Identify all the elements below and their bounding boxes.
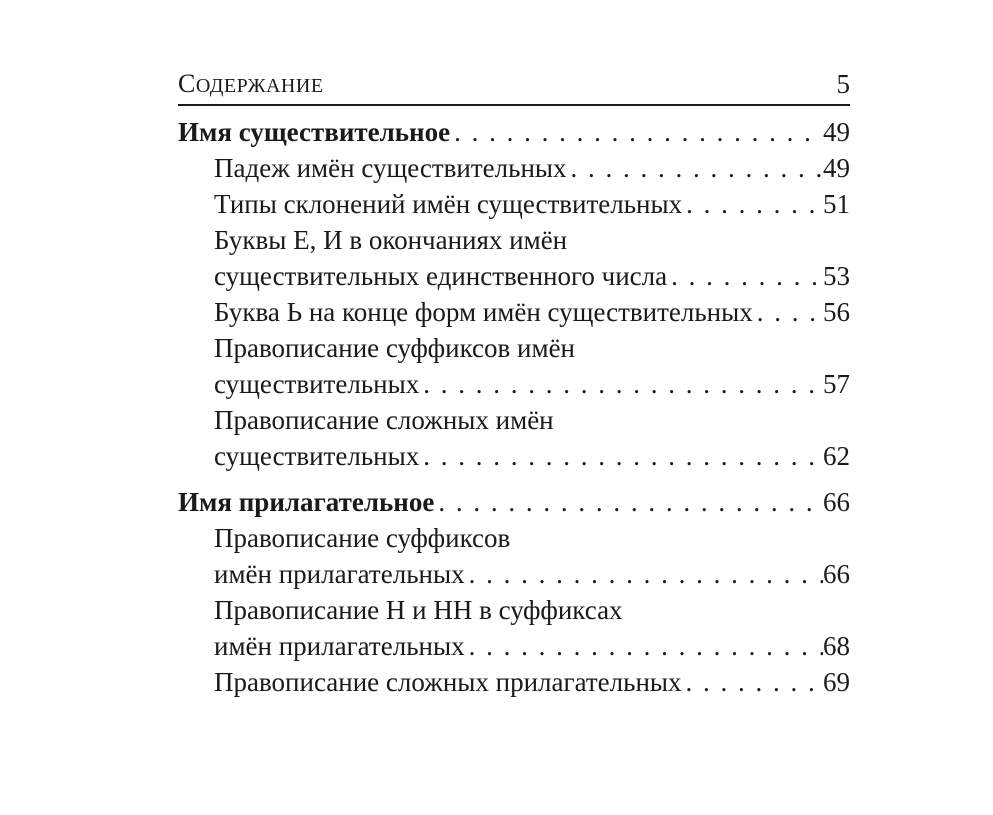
- toc-page-number: 49: [823, 117, 850, 147]
- toc-entry-title-cont: имён прилагательных: [214, 631, 465, 661]
- header-rule: [178, 104, 850, 106]
- dot-leader: [682, 664, 823, 700]
- toc-page-number: 51: [823, 189, 850, 219]
- toc-entry[interactable]: [178, 150, 850, 186]
- toc-entry-line2[interactable]: [178, 258, 850, 294]
- toc-page-number: 49: [823, 153, 850, 183]
- toc-entry-line2[interactable]: [178, 556, 850, 592]
- dot-leader: [667, 258, 823, 294]
- toc-entry-line2[interactable]: [178, 438, 850, 474]
- toc-entry-title: Правописание суффиксов: [214, 523, 511, 553]
- toc-page-number: 69: [823, 667, 850, 697]
- dot-leader: [419, 438, 823, 474]
- dot-leader: [434, 484, 823, 520]
- toc-entry-title-cont: имён прилагательных: [214, 559, 465, 589]
- section-gap: [178, 474, 850, 484]
- running-head-initial: С: [178, 69, 196, 98]
- toc-entry-title: Правописание суффиксов имён: [214, 333, 576, 363]
- toc-entry-line2[interactable]: [178, 366, 850, 402]
- table-of-contents: [178, 114, 850, 700]
- toc-entry-title-cont: существительных единственного числа: [214, 261, 668, 291]
- toc-entry-line1[interactable]: [178, 330, 850, 366]
- toc-entry[interactable]: [178, 664, 850, 700]
- toc-page-number: 57: [823, 369, 850, 399]
- toc-entry-title: Буква Ь на конце форм имён существительных: [214, 297, 753, 327]
- dot-leader: [465, 556, 823, 592]
- toc-entry-title: Правописание сложных имён: [214, 405, 554, 435]
- toc-section-title: Имя существительное: [178, 117, 451, 147]
- running-head: [178, 66, 324, 104]
- page-number: 5: [836, 69, 850, 99]
- toc-entry-line1[interactable]: [178, 520, 850, 556]
- dot-leader: [450, 114, 823, 150]
- dot-leader: [682, 186, 823, 222]
- toc-page-number: 62: [823, 441, 850, 471]
- toc-entry-title: Правописание сложных прилагательных: [214, 667, 682, 697]
- toc-entry[interactable]: [178, 294, 850, 330]
- toc-entry-title-cont: существительных: [214, 441, 420, 471]
- toc-entry-line1[interactable]: [178, 402, 850, 438]
- toc-entry[interactable]: [178, 186, 850, 222]
- toc-page-number: 53: [823, 261, 850, 291]
- toc-section-noun[interactable]: [178, 114, 850, 150]
- toc-page-number: 56: [823, 297, 850, 327]
- toc-entry-line2[interactable]: [178, 628, 850, 664]
- dot-leader: [753, 294, 823, 330]
- toc-page-number: 66: [823, 487, 850, 517]
- dot-leader: [419, 366, 823, 402]
- toc-entry-line1[interactable]: [178, 592, 850, 628]
- toc-page-number: 68: [823, 631, 850, 661]
- dot-leader: [567, 150, 823, 186]
- toc-entry-title: Падеж имён существительных: [214, 153, 567, 183]
- toc-entry-title: Буквы Е, И в окончаниях имён: [214, 225, 568, 255]
- dot-leader: [465, 628, 823, 664]
- running-head-rest: ОДЕРЖАНИЕ: [195, 75, 324, 97]
- page-header: [178, 66, 850, 102]
- toc-entry-line1[interactable]: [178, 222, 850, 258]
- toc-entry-title-cont: существительных: [214, 369, 420, 399]
- toc-page-number: 66: [823, 559, 850, 589]
- toc-entry-title: Типы склонений имён существительных: [214, 189, 683, 219]
- toc-section-adjective[interactable]: [178, 484, 850, 520]
- toc-section-title: Имя прилагательное: [178, 487, 435, 517]
- toc-entry-title: Правописание Н и НН в суффиксах: [214, 595, 623, 625]
